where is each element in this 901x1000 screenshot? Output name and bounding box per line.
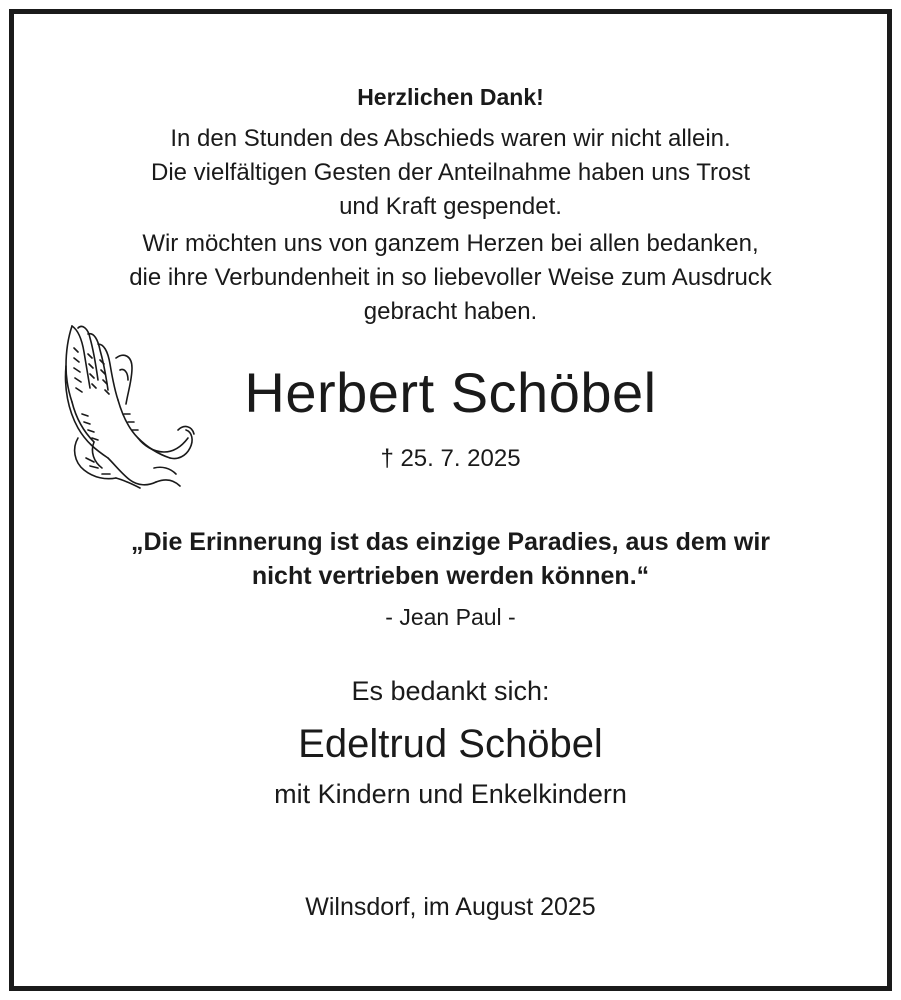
deceased-name: Herbert Schöbel <box>244 361 657 424</box>
paragraph-2-line: gebracht haben. <box>363 298 538 325</box>
paragraph-1-line: und Kraft gespendet. <box>339 193 562 220</box>
memorial-quote <box>0 525 901 593</box>
thanks-paragraph-2 <box>0 227 901 329</box>
paragraph-2-line: die ihre Verbundenheit in so liebevoller Weise zum Ausdruck <box>129 264 772 291</box>
thanks-paragraph-1 <box>0 122 901 224</box>
signer-family: mit Kindern und Enkelkindern <box>274 779 627 809</box>
notice-heading: Herzlichen Dank! <box>357 84 544 110</box>
death-date: † 25. 7. 2025 <box>380 445 521 472</box>
thanks-line: Es bedankt sich: <box>351 676 550 706</box>
place-date: Wilnsdorf, im August 2025 <box>305 893 596 921</box>
quote-author: - Jean Paul - <box>385 604 516 630</box>
quote-line: „Die Erinnerung ist das einzige Paradies, aus dem wir <box>130 528 771 556</box>
paragraph-1-line: In den Stunden des Abschieds waren wir nicht allein. <box>170 125 731 152</box>
signer-name: Edeltrud Schöbel <box>298 722 603 766</box>
paragraph-2-line: Wir möchten uns von ganzem Herzen bei allen bedanken, <box>142 230 759 257</box>
quote-line: nicht vertrieben werden können.“ <box>251 562 650 590</box>
paragraph-1-line: Die vielfältigen Gesten der Anteilnahme haben uns Trost <box>150 159 751 186</box>
